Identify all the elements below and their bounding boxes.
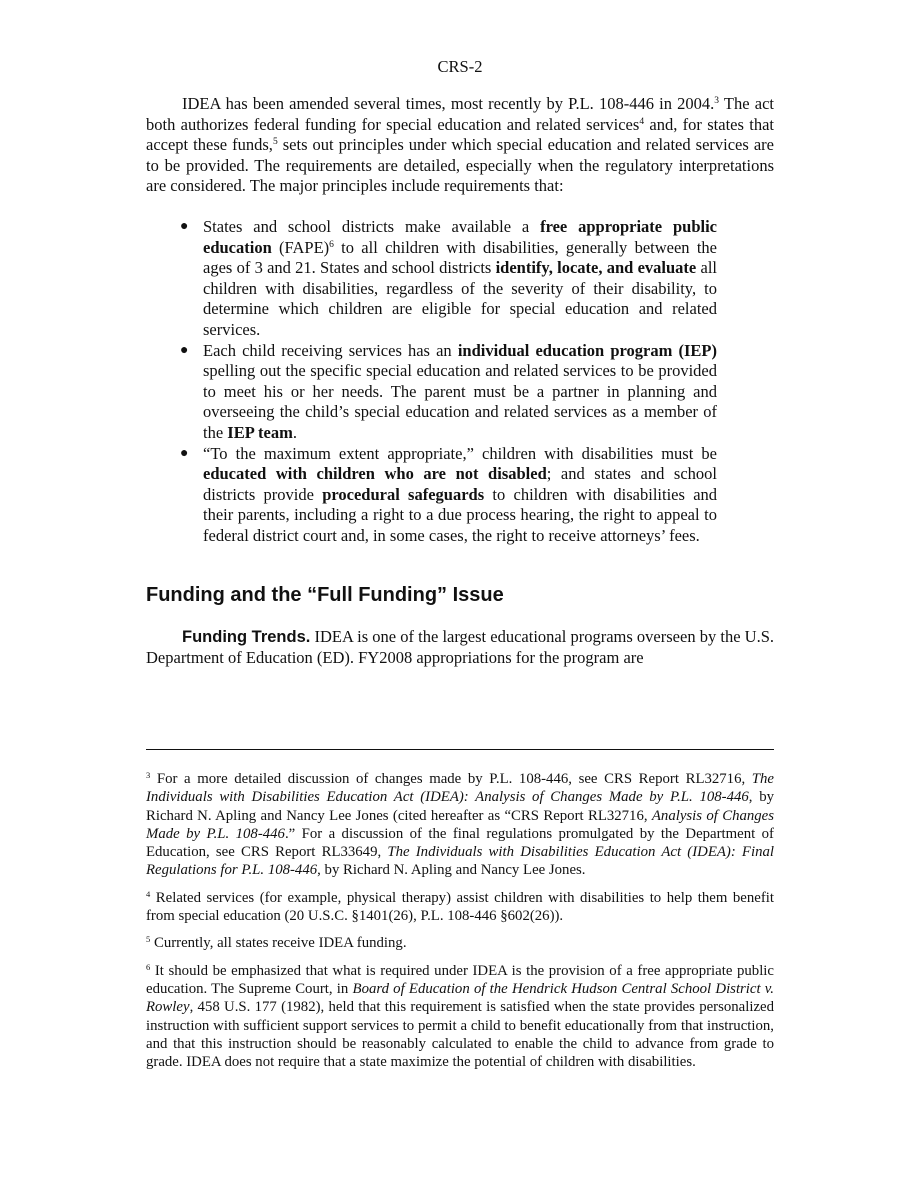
run-in-heading: Funding Trends. — [182, 628, 311, 646]
bullet-icon: ● — [180, 445, 189, 461]
bullet-icon: ● — [180, 219, 189, 234]
footnote-ref-3[interactable]: 3 — [714, 96, 720, 106]
bullet-icon: ● — [180, 342, 189, 358]
principles-list — [180, 217, 717, 547]
page-header — [146, 57, 774, 77]
footnote-5: $^5$ Currently, all states receive IDEA funding. — [146, 934, 407, 952]
list-item: ● Each child receiving services has an individual education program (IEP) spelling out the specific special education and related services to be provided to meet his or her needs. The parent must be a partner in planning and overseeing the child’s special education and related services as a member of the IEP team. — [180, 340, 717, 442]
footnote-ref-4[interactable]: 4 — [639, 116, 645, 127]
funding-trends-paragraph: Funding Trends. IDEA is one of the largest educational programs overseen by the U.S. Department of Education (ED). FY2008 appropriations for the program are — [146, 627, 775, 667]
footnotes — [146, 770, 774, 1080]
footnote-ref-5[interactable]: 5 — [272, 137, 278, 148]
footnote-ref-6[interactable]: 6 — [329, 239, 334, 250]
page-label: CRS-2 — [437, 57, 483, 76]
footnote-6: $^6$ It should be emphasized that what is required under IDEA is the provision of a free appropriate public education. The Supreme Court, in Board of Education of the Hendrick Hudson Central School District v. Rowley, 458 U.S. 177 (1982), held that this requirement is satisfied when the state provides personalized instruction with sufficient support services to permit a child to benefit educationally from that instruction, and that this instruction should be reasonably calculated to enable the child to advance from grade to grade. IDEA does not require that a state maximize the potential of children with disabilities. — [146, 961, 774, 1071]
footnote-separator — [146, 749, 774, 750]
list-item: ● “To the maximum extent appropriate,” children with disabilities must be educated with children who are not disabled; and states and school districts provide procedural safeguards to children with disabilities and their parents, including a right to a due process hearing, the right to appeal to federal district court and, in some cases, the right to receive attorneys’ fees. — [180, 443, 718, 545]
footnote-3: $^3$ For a more detailed discussion of changes made by P.L. 108-446, see CRS Report RL32716, The Individuals with Disabilities Education Act (IDEA): Analysis of Changes Made by P.L. 108-446, by Richard N. Apling and Nancy Lee Jones (cited hereafter as “CRS Report RL32716, Analysis of Changes Made by P.L. 108-446.” For a discussion of the final regulations promulgated by the Department of Education, see CRS Report RL33649, The Individuals with Disabilities Education Act (IDEA): Final Regulations for P.L. 108-446, by Richard N. Apling and Nancy Lee Jones. — [146, 770, 775, 879]
list-item: ● States and school districts make available a free appropriate public education (FAPE)$^6$ to all children with disabilities, generally between the ages of 3 and 21. States and school districts identify, locate, and evaluate all children with disabilities, regardless of the severity of their disability, to determine which children are eligible for special education and related services. — [180, 217, 718, 339]
footnote-4: $^4$ Related services (for example, physical therapy) assist children with disabilities to help them benefit from special education (20 U.S.C. §1401(26), P.L. 108-446 §602(26)). — [146, 888, 774, 925]
intro-paragraph: IDEA has been amended several times, most recently by P.L. 108-446 in 2004.$^3$ The act both authorizes federal funding for special education and related services$^4$ and, for states that accept these funds,$^5$ sets out principles under which special education and related services are to be provided. The requirements are detailed, especially when the regulatory interpretations are considered. The major principles include requirements that: — [146, 94, 774, 196]
section-heading: Funding and the “Full Funding” Issue — [146, 584, 504, 606]
